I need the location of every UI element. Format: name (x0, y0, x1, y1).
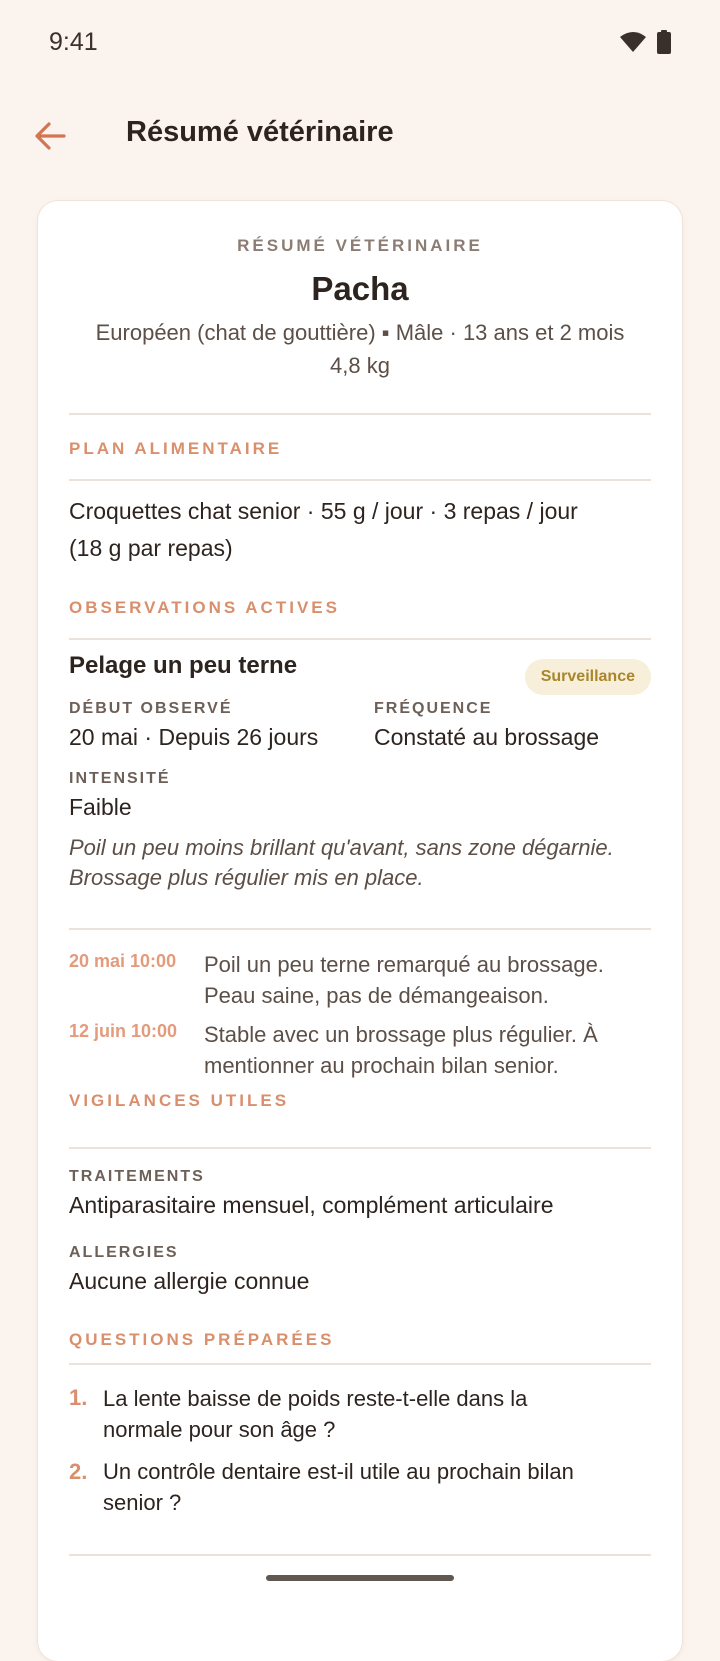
treatments-value: Antiparasitaire mensuel, complément articulaire (69, 1192, 554, 1218)
observation-note-2: Brossage plus régulier mis en place. (69, 865, 424, 890)
card-eyebrow: RÉSUMÉ VÉTÉRINAIRE (237, 236, 483, 255)
treatments-label: TRAITEMENTS (69, 1168, 205, 1185)
status-icons (619, 30, 671, 59)
question-line: normale pour son âge ? (103, 1417, 336, 1442)
allergies-label: ALLERGIES (69, 1244, 179, 1261)
divider (69, 1554, 651, 1556)
intensity-label: INTENSITÉ (69, 770, 171, 787)
section-title-observations: OBSERVATIONS ACTIVES (69, 598, 340, 617)
log-line: mentionner au prochain bilan senior. (204, 1053, 559, 1078)
pet-meta-breed: Européen (chat de gouttière) ▪ Mâle · 13 ans et 2 mois (95, 320, 625, 345)
status-time: 9:41 (49, 28, 98, 56)
divider (69, 638, 651, 640)
log-entry-text (204, 949, 654, 1011)
section-title-questions: QUESTIONS PRÉPARÉES (69, 1330, 335, 1349)
log-time: 20 mai 10:00 (69, 951, 177, 971)
question-text (103, 1383, 643, 1445)
question-number: 2. (69, 1459, 88, 1484)
home-indicator[interactable] (266, 1575, 454, 1581)
plan-line-2: (18 g par repas) (69, 535, 233, 561)
divider (69, 928, 651, 930)
divider (69, 479, 651, 481)
frequency-label: FRÉQUENCE (374, 700, 493, 717)
question-line: senior ? (103, 1490, 182, 1515)
log-line: Poil un peu terne remarqué au brossage. (204, 952, 604, 977)
divider (69, 1363, 651, 1365)
back-button[interactable] (28, 114, 72, 158)
start-label: DÉBUT OBSERVÉ (69, 700, 233, 717)
log-line: Peau saine, pas de démangeaison. (204, 983, 549, 1008)
battery-icon (657, 30, 671, 59)
log-line: Stable avec un brossage plus régulier. À (204, 1022, 598, 1047)
summary-card (38, 201, 682, 1661)
question-number: 1. (69, 1385, 88, 1410)
question-line: Un contrôle dentaire est-il utile au prochain bilan (103, 1459, 574, 1484)
divider (69, 413, 651, 415)
start-value: 20 mai · Depuis 26 jours (69, 724, 319, 750)
divider (69, 1147, 651, 1149)
allergies-value: Aucune allergie connue (69, 1268, 310, 1294)
observation-note-1: Poil un peu moins brillant qu'avant, sans zone dégarnie. (69, 835, 614, 860)
frequency-value: Constaté au brossage (374, 724, 600, 750)
page-title: Résumé vétérinaire (126, 116, 394, 148)
arrow-left-icon (34, 122, 66, 150)
app-bar (0, 96, 720, 176)
plan-line-1: Croquettes chat senior · 55 g / jour · 3 repas / jour (69, 498, 578, 524)
pet-name: Pacha (311, 270, 409, 307)
wifi-icon (619, 31, 647, 58)
status-badge: Surveillance (525, 659, 651, 695)
pet-meta-weight: 4,8 kg (330, 353, 390, 378)
log-time: 12 juin 10:00 (69, 1021, 178, 1041)
observation-title: Pelage un peu terne (69, 652, 298, 679)
question-line: La lente baisse de poids reste-t-elle dans la (103, 1386, 528, 1411)
status-bar (0, 0, 720, 88)
intensity-value: Faible (69, 794, 132, 820)
question-text (103, 1456, 643, 1518)
section-title-vigilance: VIGILANCES UTILES (69, 1091, 290, 1110)
log-entry-text (204, 1019, 654, 1081)
section-title-plan: PLAN ALIMENTAIRE (69, 439, 283, 458)
